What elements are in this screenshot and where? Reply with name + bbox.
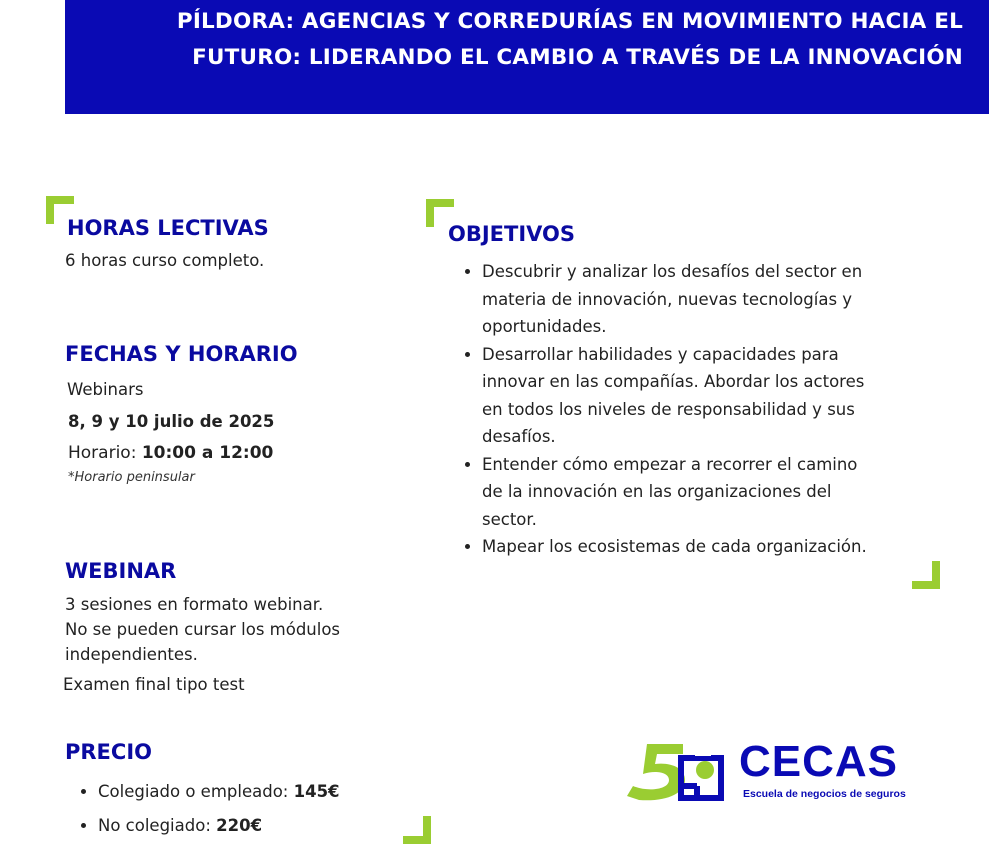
webinar-line: independientes.: [65, 645, 198, 664]
webinar-line: 3 sesiones en formato webinar.: [65, 595, 324, 614]
horario-label: Horario:: [68, 443, 137, 463]
horas-heading: HORAS LECTIVAS: [67, 216, 269, 240]
objetivo-line: Descubrir y analizar los desafíos del sector en: [482, 262, 863, 281]
fechas-horario: [68, 441, 273, 466]
objetivo-line: sector.: [482, 509, 537, 529]
title-banner: [65, 0, 989, 114]
objetivo-item: [482, 533, 982, 561]
webinar-heading: WEBINAR: [65, 559, 177, 583]
fechas-heading: FECHAS Y HORARIO: [65, 342, 298, 366]
objetivo-line: en todos los niveles de responsabilidad y sus: [482, 399, 855, 419]
objetivo-line: oportunidades.: [482, 317, 607, 336]
fechas-dates: 8, 9 y 10 julio de 2025: [68, 412, 275, 431]
logo-name: CECAS: [739, 737, 899, 786]
objetivo-item: [482, 341, 982, 451]
objetivos-heading: OBJETIVOS: [448, 222, 576, 246]
price-item: [98, 809, 438, 843]
objetivo-line: Mapear los ecosistemas de cada organización.: [482, 537, 867, 556]
horario-note: *Horario peninsular: [68, 470, 195, 485]
objetivo-line: innovar en las compañías. Abordar los actores: [482, 372, 865, 391]
horario-value: 10:00 a 12:00: [141, 443, 274, 463]
objetivo-line: Desarrollar habilidades y capacidades para: [482, 344, 839, 364]
objetivo-line: de la innovación en las organizaciones del: [482, 482, 832, 501]
logo-tagline: Escuela de negocios de seguros: [743, 788, 906, 800]
horas-text: 6 horas curso completo.: [65, 251, 265, 270]
price-label: Colegiado o empleado:: [98, 782, 289, 801]
price-label: No colegiado:: [98, 816, 211, 835]
fechas-mode: Webinars: [67, 380, 144, 399]
objetivos-list: [448, 258, 982, 561]
price-item: [98, 775, 438, 809]
objetivo-item: [482, 451, 982, 534]
objetivo-line: desafíos.: [482, 427, 556, 446]
webinar-line: No se pueden cursar los módulos: [65, 620, 341, 639]
corner-bracket-icon: [912, 561, 940, 589]
webinar-line: Examen final tipo test: [63, 675, 245, 694]
price-list: [64, 775, 438, 843]
cecas-logo: [625, 736, 917, 806]
price-value: 220€: [216, 816, 263, 835]
objetivo-item: [482, 258, 982, 341]
objetivo-line: Entender cómo empezar a recorrer el camino: [482, 454, 858, 474]
price-value: 145€: [293, 782, 340, 801]
objetivo-line: materia de innovación, nuevas tecnologías y: [482, 289, 853, 309]
title-line-1: PÍLDORA: AGENCIAS Y CORREDURÍAS EN MOVIMIENTO HACIA EL: [176, 9, 963, 34]
precio-heading: PRECIO: [65, 740, 152, 764]
title-line-2: FUTURO: LIDERANDO EL CAMBIO A TRAVÉS DE LA INNOVACIÓN: [192, 45, 963, 70]
page-title: [83, 4, 963, 76]
